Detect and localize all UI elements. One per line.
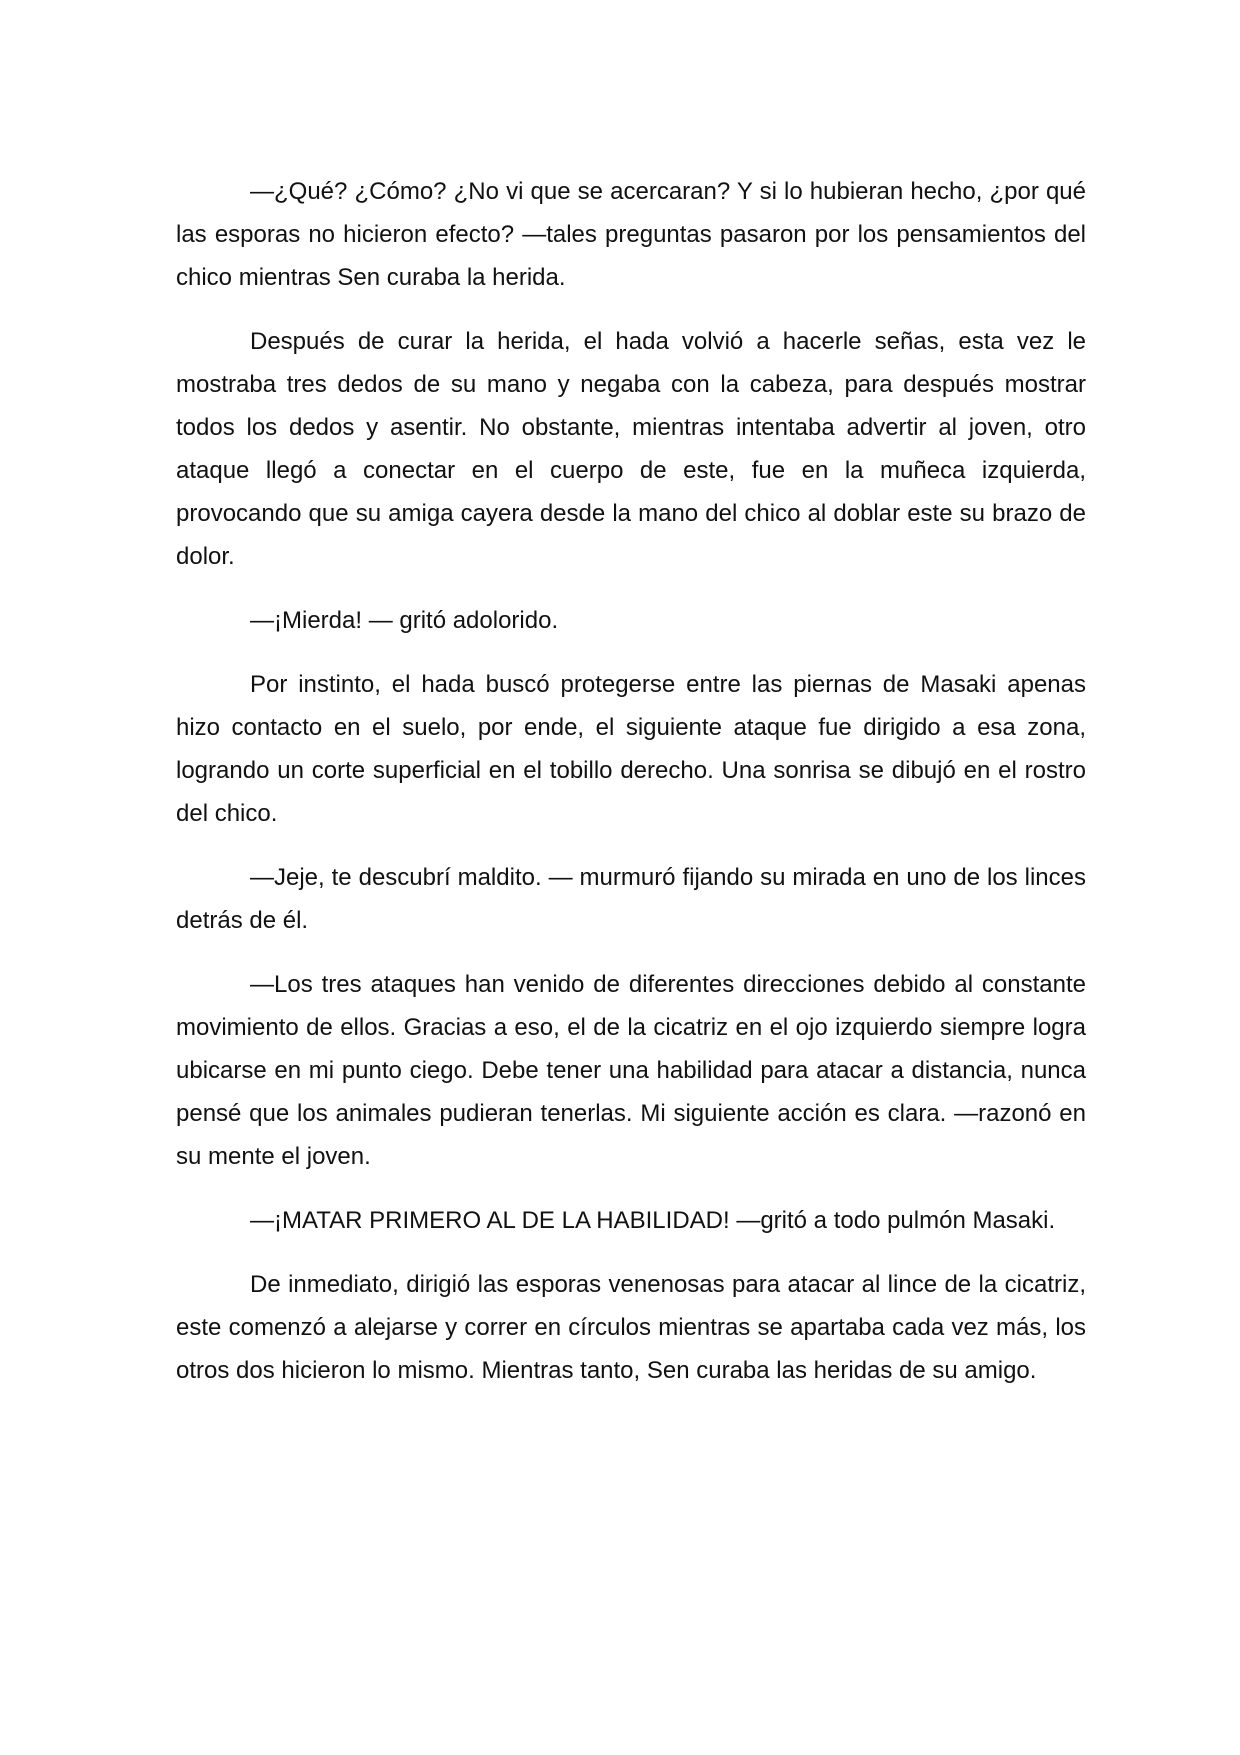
paragraph-5: —Jeje, te descubrí maldito. — murmuró fijando su mirada en uno de los linces detrás de él. [176, 864, 1086, 934]
paragraph-8: De inmediato, dirigió las esporas venenosas para atacar al lince de la cicatriz, este comenzó a alejarse y correr en círculos mientras se apartaba cada vez más, los otros dos hicieron lo mismo. Mientras tanto, Sen curaba las heridas de su amigo. [176, 1271, 1086, 1384]
paragraph-2: Después de curar la herida, el hada volvió a hacerle señas, esta vez le mostraba tres dedos de su mano y negaba con la cabeza, para después mostrar todos los dedos y asentir. No obstante, mientras intentaba advertir al joven, otro ataque llegó a conectar en el cuerpo de este, fue en la muñeca izquierda, provocando que su amiga cayera desde la mano del chico al doblar este su brazo de dolor. [176, 328, 1086, 570]
paragraph-4: Por instinto, el hada buscó protegerse entre las piernas de Masaki apenas hizo contacto en el suelo, por ende, el siguiente ataque fue dirigido a esa zona, logrando un corte superficial en el tobillo derecho. Una sonrisa se dibujó en el rostro del chico. [176, 671, 1086, 827]
paragraph-6: —Los tres ataques han venido de diferentes direcciones debido al constante movimiento de ellos. Gracias a eso, el de la cicatriz en el ojo izquierdo siempre logra ubicarse en mi punto ciego. Debe tener una habilidad para atacar a distancia, nunca pensé que los animales pudieran tenerlas. Mi siguiente acción es clara. —razonó en su mente el joven. [176, 971, 1086, 1170]
paragraph-1: —¿Qué? ¿Cómo? ¿No vi que se acercaran? Y si lo hubieran hecho, ¿por qué las esporas no hicieron efecto? —tales preguntas pasaron por los pensamientos del chico mientras Sen curaba la herida. [176, 178, 1086, 291]
paragraph-3: —¡Mierda! — gritó adolorido. [250, 607, 559, 634]
paragraph-7: —¡MATAR PRIMERO AL DE LA HABILIDAD! —gritó a todo pulmón Masaki. [250, 1207, 1056, 1234]
